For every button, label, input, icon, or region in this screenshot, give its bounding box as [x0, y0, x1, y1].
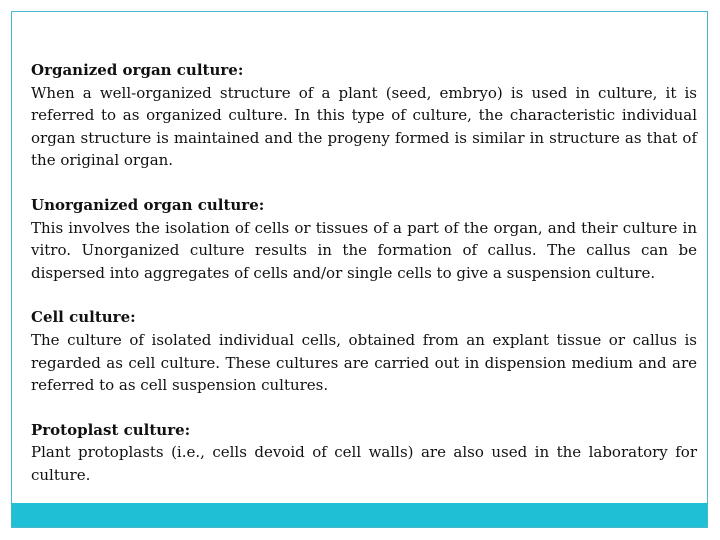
- section-title: Unorganized organ culture:: [31, 195, 265, 214]
- section-body: The culture of isolated individual cells, obtained from an explant tissue or callus is regarded as cell culture. These cultures are carried out in dispension medium and are referred to as cell suspension cultures.: [31, 330, 697, 395]
- section-organized-organ-culture: [31, 59, 697, 172]
- section-title: Organized organ culture:: [31, 61, 244, 79]
- slide-content: [31, 59, 697, 509]
- section-body: When a well-organized structure of a plant (seed, embryo) is used in culture, it is referred to as organized culture. In this type of culture, the characteristic individual organ structure is maintained and the progeny formed is similar in structure as that of the original organ.: [31, 83, 697, 170]
- section-protoplast-culture: [31, 419, 697, 487]
- section-title: Protoplast culture:: [31, 420, 191, 439]
- section-unorganized-organ-culture: [31, 194, 697, 284]
- section-cell-culture: [31, 306, 697, 396]
- section-body: Plant protoplasts (i.e., cells devoid of cell walls) are also used in the laboratory for culture.: [31, 443, 697, 484]
- section-title: Cell culture:: [31, 308, 136, 327]
- footer-accent-bar: [12, 503, 707, 527]
- section-body: This involves the isolation of cells or tissues of a part of the organ, and their culture in vitro. Unorganized culture results in the formation of callus. The callus can be dispersed into aggregates of cells and/or single cells to give a suspension culture.: [31, 218, 697, 282]
- slide-frame: [11, 11, 708, 528]
